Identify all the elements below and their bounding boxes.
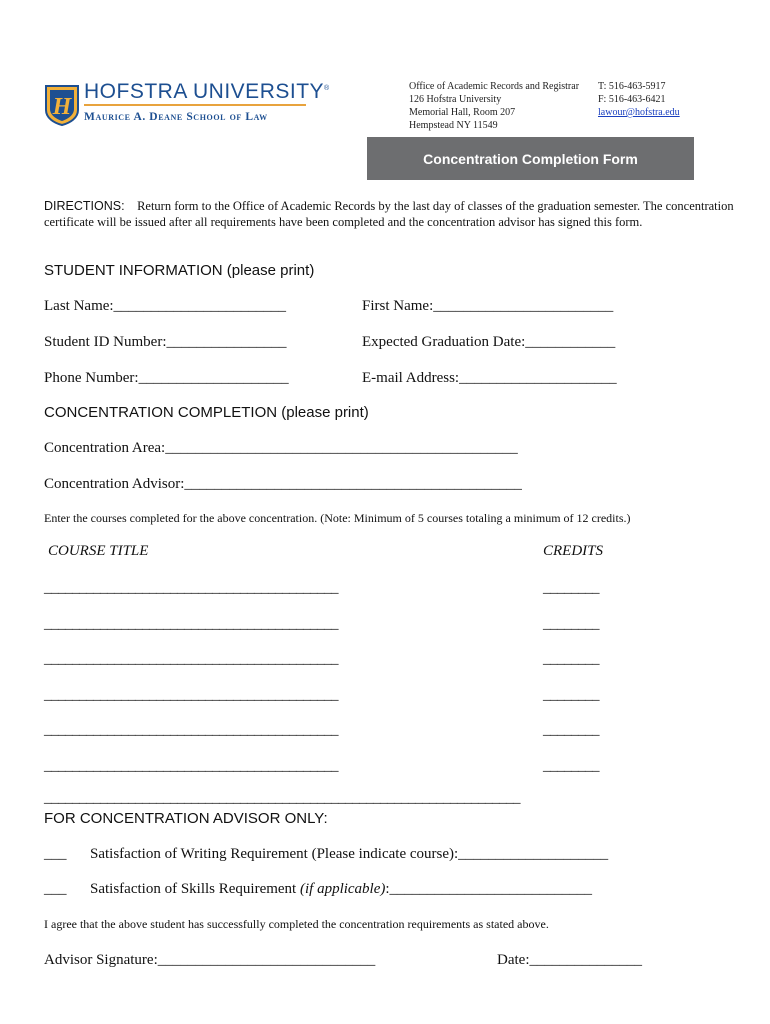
office-line: 126 Hofstra University (409, 94, 502, 105)
last-name-field[interactable]: Last Name:_______________________ (44, 298, 287, 314)
advisor-signature-field[interactable]: Advisor Signature:_____________________________ (44, 952, 376, 968)
advisor-only-title: FOR CONCENTRATION ADVISOR ONLY: (44, 810, 328, 827)
directions (44, 198, 734, 230)
student-id-field[interactable]: Student ID Number:________________ (44, 334, 287, 350)
date-field[interactable]: Date:_______________ (497, 952, 642, 968)
contact-info (598, 80, 680, 119)
email-link[interactable]: lawour@hofstra.edu (598, 107, 680, 118)
writing-requirement-field[interactable]: Satisfaction of Writing Requirement (Please indicate course):____________________ (90, 846, 609, 862)
fax-number: F: 516-463-6421 (598, 94, 666, 105)
directions-label: DIRECTIONS: (44, 199, 125, 213)
credits-blank[interactable]: ________ (543, 758, 599, 774)
course-title-blank[interactable]: __________________________________________ (44, 580, 338, 596)
concentration-advisor-field[interactable]: Concentration Advisor:_____________________________________________ (44, 476, 522, 492)
course-title-header: COURSE TITLE (48, 543, 149, 559)
course-title-blank[interactable]: __________________________________________ (44, 758, 338, 774)
credits-blank[interactable]: ________ (543, 616, 599, 632)
university-name: HOFSTRA UNIVERSITY® (84, 80, 330, 103)
course-title-blank[interactable]: __________________________________________ (44, 687, 338, 703)
writing-check-blank[interactable]: ___ (44, 846, 67, 862)
agreement-statement: I agree that the above student has successfully completed the concentration requirements as stated above. (44, 917, 549, 931)
hofstra-shield-logo (44, 84, 80, 126)
skills-applicable-note: (if applicable) (299, 881, 386, 897)
course-title-blank[interactable]: __________________________________________ (44, 616, 338, 632)
credits-blank[interactable]: ________ (543, 687, 599, 703)
first-name-field[interactable]: First Name:________________________ (362, 298, 614, 314)
phone-number: T: 516-463-5917 (598, 81, 666, 92)
office-line: Office of Academic Records and Registrar (409, 81, 580, 92)
credits-blank[interactable]: ________ (543, 651, 599, 667)
office-line: Hempstead NY 11549 (409, 120, 498, 131)
school-name: Maurice A. Deane School of Law (84, 111, 268, 123)
course-title-blank[interactable]: __________________________________________ (44, 722, 338, 738)
student-info-title: STUDENT INFORMATION (please print) (44, 262, 315, 279)
concentration-area-field[interactable]: Concentration Area:_______________________________________________ (44, 440, 518, 456)
skills-requirement-field[interactable] (90, 881, 592, 898)
course-title-blank[interactable]: __________________________________________ (44, 651, 338, 667)
section-divider: ____________________________________________________________________ (44, 790, 520, 806)
concentration-title: CONCENTRATION COMPLETION (please print) (44, 404, 369, 421)
logo-rule (84, 104, 306, 106)
office-line: Memorial Hall, Room 207 (409, 107, 516, 118)
directions-text: Return form to the Office of Academic Records by the last day of classes of the graduation semester. The concentration certificate will be issued after all requirements have been completed and the concentration advisor has signed this form. (44, 199, 734, 229)
credits-blank[interactable]: ________ (543, 722, 599, 738)
courses-note: Enter the courses completed for the above concentration. (Note: Minimum of 5 courses totaling a minimum of 12 credits.) (44, 511, 631, 525)
phone-field[interactable]: Phone Number:____________________ (44, 370, 289, 386)
office-address (409, 80, 579, 132)
email-field[interactable]: E-mail Address:_____________________ (362, 370, 617, 386)
credits-header: CREDITS (543, 543, 603, 559)
skills-label: Satisfaction of Skills Requirement (90, 881, 300, 897)
svg-text:H: H (52, 94, 72, 120)
credits-blank[interactable]: ________ (543, 580, 599, 596)
graduation-date-field[interactable]: Expected Graduation Date:____________ (362, 334, 616, 350)
form-title-banner: Concentration Completion Form (367, 137, 694, 180)
skills-blank: :___________________________ (385, 881, 593, 897)
skills-check-blank[interactable]: ___ (44, 881, 67, 897)
